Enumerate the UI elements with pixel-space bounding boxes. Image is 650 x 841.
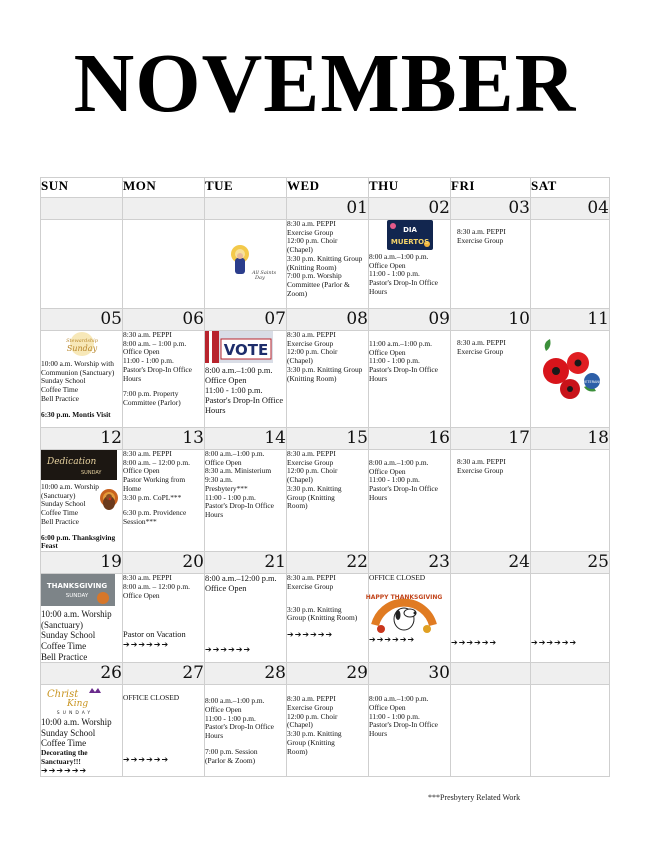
day-cell [41,450,123,552]
event-text: 8:00 a.m.–1:00 p.m. Office Open 11:00 - 1:00 p.m. Pastor's Drop-In Office Hours [369,458,438,502]
day-cell [451,685,531,777]
date-number-row [41,552,610,574]
day-cell [41,685,123,777]
svg-text:SUNDAY: SUNDAY [56,711,94,717]
dia-de-los-muertos-image [387,220,433,250]
event-text: 10:00 a.m. Worship (Sanctuary) Sunday School Coffee Time Bell Practice [41,609,112,662]
date-number: 11 [531,309,610,331]
date-number-row [41,428,610,450]
day-cell [369,331,451,428]
event-text: 7:00 p.m. Property Committee (Parlor) [123,389,181,408]
date-number: 22 [287,552,369,574]
day-cell [451,220,531,309]
day-cell [123,685,205,777]
event-text-bold: 6:30 p.m. Montis Visit [41,409,111,419]
day-cell [287,450,369,552]
date-number: 03 [451,198,531,220]
christ-the-king-sunday-image [45,685,105,715]
svg-text:Sunday: Sunday [66,344,97,353]
day-cell [369,220,451,309]
day-cell [451,450,531,552]
event-text: 8:30 a.m. PEPPI Exercise Group [457,227,506,245]
event-text: 10:00 a.m. Worship Sunday School Coffee Time [41,717,112,749]
vote-image [205,331,273,363]
office-closed-label: OFFICE CLOSED [369,573,426,583]
day-cell [369,450,451,552]
weekday-sun: SUN [41,178,123,198]
event-row [41,220,610,309]
continuation-arrows: ➔➔➔➔➔➔ [531,638,578,648]
event-text: 3:30 p.m. Knitting Group (Knitting Room) [287,604,358,623]
event-text: 8:30 a.m. PEPPI Exercise Group 12:00 p.m. Choir (Chapel) 3:30 p.m. Knitting Group (Knitting Room) [287,330,363,383]
date-number: 04 [531,198,610,220]
event-text: 8:00 a.m.–1:00 p.m. Office Open 11:00 - 1:00 p.m. Pastor's Drop-In Office Hours [205,696,274,741]
date-number: 10 [451,309,531,331]
event-text: 8:30 a.m. PEPPI Exercise Group 12:00 p.m. Choir (Chapel) 3:30 p.m. Knitting Group (Knitting Room) [287,449,342,511]
weekday-wed: WED [287,178,369,198]
day-cell [531,685,610,777]
date-number: 25 [531,552,610,574]
date-number [205,198,287,220]
date-number: 23 [369,552,451,574]
event-text: 8:30 a.m. PEPPI Exercise Group [457,457,506,475]
veterans-day-poppies-image [536,335,604,405]
page-title: NOVEMBER [73,37,577,130]
day-cell [451,331,531,428]
date-number [531,663,610,685]
date-number: 09 [369,309,451,331]
event-text: 8:30 a.m. PEPPI Exercise Group 12:00 p.m. Choir (Chapel) 3:30 p.m. Knitting Group (Knitting Room) 7:00 p.m. Worship Committee (Parlor & Zoom) [287,219,363,298]
date-number: 27 [123,663,205,685]
svg-text:VOTE: VOTE [223,341,269,359]
office-closed-label: OFFICE CLOSED [123,693,180,703]
svg-text:Stewardship: Stewardship [65,338,98,344]
event-text: Pastor on Vacation [123,630,186,640]
date-number: 28 [205,663,287,685]
date-number [451,663,531,685]
weekday-fri: FRI [451,178,531,198]
date-number: 01 [287,198,369,220]
continuation-arrows: ➔➔➔➔➔➔ [369,634,416,644]
day-cell [287,331,369,428]
day-cell [123,450,205,552]
svg-text:MUERTOS: MUERTOS [390,238,429,246]
date-number: 14 [205,428,287,450]
event-row [41,331,610,428]
event-text: 8:30 a.m. PEPPI 8:00 a.m. – 12:00 p.m. Office Open Pastor Working from Home 3:30 p.m. CoPL*** [123,449,190,502]
dedication-sunday-image [41,450,117,480]
date-number: 16 [369,428,451,450]
day-cell [451,574,531,663]
day-cell [531,331,610,428]
svg-text:THANKSGIVING: THANKSGIVING [46,582,108,591]
thanksgiving-sunday-image [41,574,115,606]
event-text: 7:00 p.m. Session (Parlor & Zoom) [205,746,258,765]
continuation-arrows: ➔➔➔➔➔➔ [451,638,498,648]
event-text-bold: 6:00 p.m. Thanksgiving Feast [41,532,116,551]
date-number: 30 [369,663,451,685]
date-number: 13 [123,428,205,450]
date-number: 17 [451,428,531,450]
svg-text:King: King [67,699,89,710]
svg-text:SUNDAY: SUNDAY [65,593,89,600]
svg-text:HAPPY THANKSGIVING: HAPPY THANKSGIVING [365,593,443,601]
date-number: 06 [123,309,205,331]
day-cell [123,220,205,309]
event-row [41,450,610,552]
continuation-arrows: ➔➔➔➔➔➔ [123,754,170,764]
svg-text:VETERANS: VETERANS [582,380,602,384]
event-text: 8:30 a.m. PEPPI Exercise Group 12:00 p.m. Choir (Chapel) 3:30 p.m. Knitting Group (Knitting Room) [287,694,342,756]
event-text-bold: Decorating the Sanctuary!!! [41,748,88,766]
continuation-arrows: ➔➔➔➔➔➔ [41,766,88,776]
event-text: 8:30 a.m. PEPPI 8:00 a.m. – 1:00 p.m. Office Open 11:00 - 1:00 p.m. Pastor's Drop-In Office Hours [123,330,192,383]
date-number-row [41,663,610,685]
date-number: 29 [287,663,369,685]
event-text: 8:30 a.m. PEPPI 8:00 a.m. – 12:00 p.m. Office Open [123,573,190,600]
event-text: 10:00 a.m. Worship (Sanctuary) Sunday School Coffee Time Bell Practice [41,482,99,526]
continuation-arrows: ➔➔➔➔➔➔ [123,640,170,650]
svg-text:SUNDAY: SUNDAY [81,470,102,476]
day-cell [287,685,369,777]
date-number: 20 [123,552,205,574]
day-cell [123,574,205,663]
date-number-row [41,309,610,331]
day-cell [41,220,123,309]
date-number [123,198,205,220]
happy-thanksgiving-image [365,585,443,635]
day-cell [41,574,123,663]
day-cell [531,220,610,309]
date-number: 08 [287,309,369,331]
day-cell [123,331,205,428]
date-number: 19 [41,552,123,574]
event-row [41,574,610,663]
day-cell [205,685,287,777]
weekday-sat: SAT [531,178,610,198]
svg-text:DIA: DIA [402,226,417,234]
day-cell [531,574,610,663]
event-text: 8:00 a.m.–1:00 p.m. Office Open 11:00 - 1:00 p.m. Pastor's Drop-In Office Hours [369,694,438,739]
svg-text:Dedication: Dedication [47,457,97,467]
day-cell [205,574,287,663]
presbytery-footnote: ***Presbytery Related Work [428,793,521,802]
svg-text:All Saints: All Saints [251,270,276,276]
event-text: 8:30 a.m. PEPPI Exercise Group [457,338,506,356]
turkey-icon [98,488,120,512]
day-cell [205,450,287,552]
date-number: 18 [531,428,610,450]
continuation-arrows: ➔➔➔➔➔➔ [287,630,334,640]
date-number [41,198,123,220]
weekday-header-row [41,178,610,198]
stewardship-sunday-image [63,331,101,357]
date-number: 26 [41,663,123,685]
day-cell [287,574,369,663]
event-text: 8:00 a.m.–12:00 p.m. Office Open [205,574,277,594]
day-cell [205,331,287,428]
day-cell [287,220,369,309]
all-saints-day-image [226,244,276,281]
event-text: 8:00 a.m.–1:00 p.m. Office Open 11:00 - 1:00 p.m. Pastor's Drop-In Office Hours [369,252,438,296]
event-text: 8:00 a.m.–1:00 p.m. Office Open 11:00 - 1:00 p.m. Pastor's Drop-In Office Hours [205,366,284,415]
date-number-row [41,198,610,220]
svg-text:Christ: Christ [47,689,79,701]
event-text: 11:00 a.m.–1:00 p.m. Office Open 11:00 - 1:00 p.m. Pastor's Drop-In Office Hours [369,339,438,383]
date-number: 15 [287,428,369,450]
day-cell [369,685,451,777]
event-text: 10:00 a.m. Worship with Communion (Sanctuary) Sunday School Coffee Time Bell Practice [41,359,115,403]
event-row [41,685,610,777]
day-cell [531,450,610,552]
date-number: 02 [369,198,451,220]
calendar-grid [40,177,610,777]
day-cell [41,331,123,428]
date-number: 12 [41,428,123,450]
date-number: 21 [205,552,287,574]
day-cell [205,220,287,309]
weekday-tue: TUE [205,178,287,198]
event-text: 6:30 p.m. Providence Session*** [123,508,187,527]
day-cell [365,573,451,663]
weekday-mon: MON [123,178,205,198]
event-text: 8:00 a.m.–1:00 p.m. Office Open 8:30 a.m. Ministerium 9:30 a.m. Presbytery*** 11:00 - 1:00 p.m. Pastor's Drop-In Office Hours [205,449,274,520]
event-text: 8:30 a.m. PEPPI Exercise Group [287,573,336,591]
svg-text:Day: Day [254,275,265,281]
continuation-arrows: ➔➔➔➔➔➔ [205,644,252,654]
date-number: 24 [451,552,531,574]
date-number: 07 [205,309,287,331]
date-number: 05 [41,309,123,331]
weekday-thu: THU [369,178,451,198]
